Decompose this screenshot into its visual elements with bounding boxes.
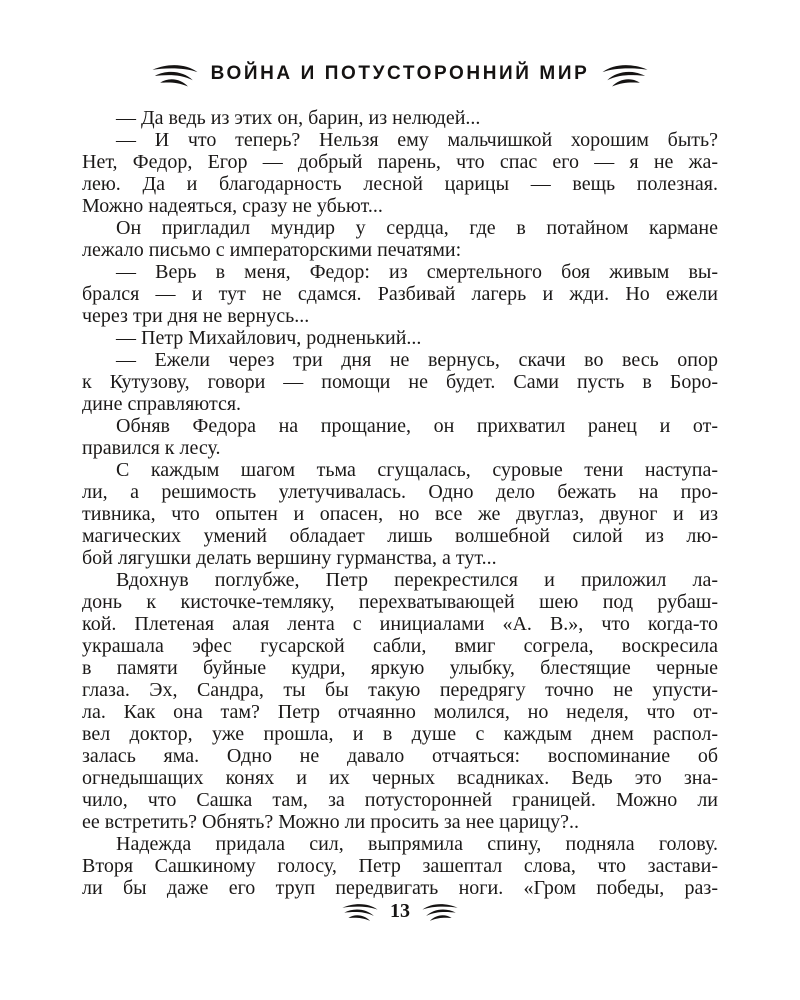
- text-line: — Ежели через три дня не вернусь, скачи во весь опор: [116, 349, 718, 371]
- text-line: к Кутузову, говори — помощи не будет. Сами пусть в Боро-: [82, 371, 718, 393]
- text-line: Надежда придала сил, выпрямила спину, подняла голову.: [116, 833, 718, 855]
- text-line: ла. Как она там? Петр отчаянно молился, но неделя, что от-: [82, 701, 718, 723]
- text-line: в памяти буйные кудри, яркую улыбку, блестящие черные: [82, 657, 718, 679]
- text-line: — Петр Михайлович, родненький...: [116, 327, 422, 349]
- text-line: украшала эфес гусарской сабли, вмиг согрела, воскресила: [82, 635, 718, 657]
- text-line: — Да ведь из этих он, барин, из нелюдей...: [116, 107, 481, 129]
- page-text: [82, 107, 718, 899]
- text-line: С каждым шагом тьма сгущалась, суровые тени наступа-: [116, 459, 718, 481]
- text-line: вел доктор, уже прошла, и в душе с каждым днем распол-: [82, 723, 718, 745]
- fern-flourish-left-icon: [152, 61, 198, 88]
- text-line: брался — и тут не сдамся. Разбивай лагерь и жди. Но ежели: [82, 283, 718, 305]
- text-line: правился к лесу.: [82, 437, 221, 459]
- fern-flourish-right-icon: [422, 901, 458, 922]
- text-line: ли бы даже его труп передвигать ноги. «Гром победы, раз-: [82, 877, 718, 899]
- text-line: кой. Плетеная алая лента с инициалами «А. В.», что когда-то: [82, 613, 718, 635]
- text-line: Он пригладил мундир у сердца, где в потайном кармане: [116, 217, 718, 239]
- text-line: чило, что Сашка там, за потусторонней границей. Можно ли: [82, 789, 718, 811]
- text-line: Вдохнув поглубже, Петр перекрестился и приложил ла-: [116, 569, 718, 591]
- fern-flourish-right-icon: [602, 61, 648, 88]
- text-line: — Верь в меня, Федор: из смертельного боя живым вы-: [116, 261, 718, 283]
- text-line: Обняв Федора на прощание, он прихватил ранец и от-: [116, 415, 718, 437]
- fern-flourish-left-icon: [342, 901, 378, 922]
- text-line: — И что теперь? Нельзя ему мальчишкой хорошим быть?: [116, 129, 718, 151]
- text-line: бой лягушки делать вершину гурманства, а тут...: [82, 547, 497, 569]
- text-line: Можно надеяться, сразу не убьют...: [82, 195, 383, 217]
- text-line: донь к кисточке-темляку, перехватывающей шею под рубаш-: [82, 591, 718, 613]
- text-line: ли, а решимость улетучивалась. Одно дело бежать на про-: [82, 481, 718, 503]
- text-line: лежало письмо с императорскими печатями:: [82, 239, 462, 261]
- text-line: огнедышащих конях и их черных всадниках. Ведь это зна-: [82, 767, 718, 789]
- text-line: лею. Да и благодарность лесной царицы — вещь полезная.: [82, 173, 718, 195]
- chapter-title: ВОЙНА И ПОТУСТОРОННИЙ МИР: [210, 63, 590, 84]
- page-number: 13: [390, 899, 410, 922]
- text-line: дине справляются.: [82, 393, 242, 415]
- text-line: через три дня не вернусь...: [82, 305, 310, 327]
- text-line: Вторя Сашкиному голосу, Петр зашептал слова, что застави-: [82, 855, 718, 877]
- text-line: тивника, что опытен и опасен, но все же двуглаз, двуног и из: [82, 503, 718, 525]
- chapter-header: [0, 60, 800, 88]
- text-line: ее встретить? Обнять? Можно ли просить за нее царицу?..: [82, 811, 579, 833]
- text-line: Нет, Федор, Егор — добрый парень, что спас его — я не жа-: [82, 151, 718, 173]
- page-footer: [0, 896, 800, 926]
- text-line: магических умений обладает лишь волшебной силой из лю-: [82, 525, 718, 547]
- text-line: глаза. Эх, Сандра, ты бы такую передрягу точно не упусти-: [82, 679, 718, 701]
- text-line: залась яма. Одно не давало отчаяться: воспоминание об: [82, 745, 718, 767]
